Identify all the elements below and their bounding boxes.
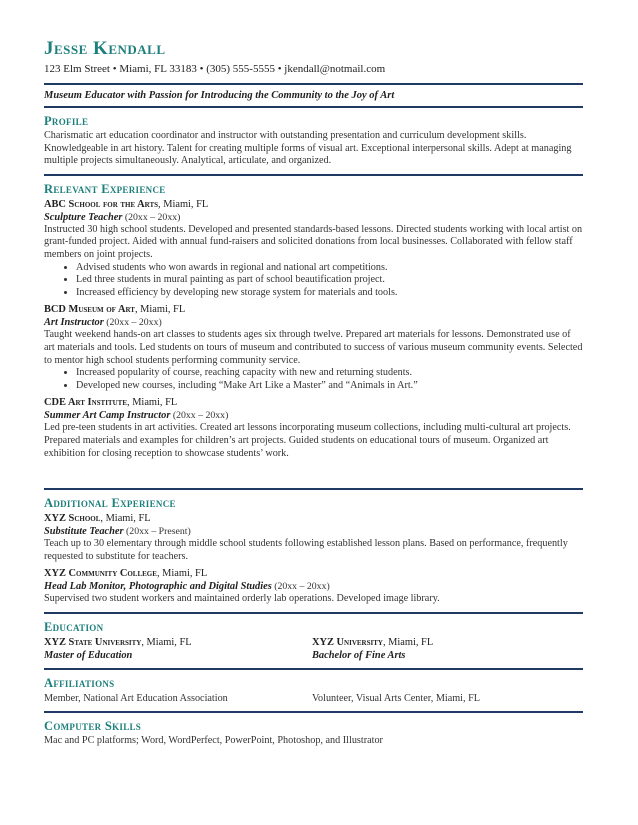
- computer-skills-section: [44, 713, 583, 754]
- job-organization: [44, 198, 583, 211]
- job-achievements: [44, 367, 583, 392]
- achievement-item: • Increased efficiency by developing new storage system for materials and tools.: [76, 287, 583, 300]
- organization-name: ABC School for the Arts: [44, 198, 159, 210]
- education-columns: [44, 636, 583, 662]
- job-description: Led pre-teen students in art activities. Created art lessons incorporating museum collections, including multi-cultural art projects. Prepared materials and examples for children’s art projects. Guided students on educational tours of museum. Organized art exhibition for closing reception to showcase students’ work.: [44, 422, 571, 459]
- organization-location: , Miami, FL: [100, 513, 151, 525]
- section-title-profile: Profile: [44, 114, 89, 128]
- job-entry: [44, 512, 583, 563]
- education-item: [312, 636, 580, 662]
- role-title: Summer Art Camp Instructor: [44, 410, 171, 422]
- resume-page: [44, 38, 583, 753]
- job-role: [44, 525, 583, 538]
- organization-name: BCD Museum of Art: [44, 304, 135, 316]
- section-title-education: Education: [44, 619, 104, 634]
- relevant-experience-section: [44, 176, 583, 488]
- school-name: XYZ State University: [44, 636, 142, 648]
- organization-location: , Miami, FL: [156, 568, 208, 580]
- section-title-relevant-experience: Relevant Experience: [44, 181, 166, 196]
- profile-section: [44, 108, 583, 174]
- role-title: Sculpture Teacher: [44, 211, 123, 223]
- job-role: [44, 316, 583, 329]
- job-organization: [44, 303, 583, 316]
- organization-location: , Miami, FL: [127, 397, 178, 409]
- section-title-additional-experience: Additional Experience: [44, 496, 176, 511]
- affiliation-item: Volunteer, Visual Arts Center, Miami, FL: [312, 692, 480, 704]
- job-entry: [44, 396, 583, 460]
- achievement-item: • Led three students in mural painting as part of school beautification project.: [76, 274, 583, 287]
- role-dates: (20xx – 20xx): [170, 410, 229, 422]
- affiliation-item: Member, National Art Education Association: [44, 692, 228, 704]
- job-description: Taught weekend hands-on art classes to students ages six through twelve. Prepared art materials for lessons. Demonstrated use of art materials and tools. Led students on tours of museum and contributed to success of various museum community events. Selected to mentor high school students performing community service.: [44, 329, 583, 366]
- job-organization: [44, 396, 583, 409]
- resume-header: [44, 38, 583, 76]
- job-entry: [44, 198, 583, 300]
- job-description: Supervised two student workers and maintained orderly lab operations. Developed image library.: [44, 593, 440, 605]
- computer-skills-text: Mac and PC platforms; Word, WordPerfect, PowerPoint, Photoshop, and Illustrator: [44, 734, 383, 746]
- affiliations-section: [44, 670, 583, 711]
- section-title-affiliations: Affiliations: [44, 675, 115, 690]
- school-location: , Miami, FL: [382, 636, 434, 648]
- education-item: [44, 636, 312, 662]
- achievement-item: • Increased popularity of course, reaching capacity with new and returning students.: [76, 367, 583, 380]
- organization-name: CDE Art Institute: [44, 397, 127, 409]
- education-school: [44, 636, 312, 649]
- contact-line: 123 Elm Street • Miami, FL 33183 • (305) 555-5555 • jkendall@notmail.com: [44, 63, 386, 75]
- education-school: [312, 636, 580, 649]
- job-role: [44, 580, 583, 593]
- school-location: , Miami, FL: [141, 636, 192, 648]
- organization-name: XYZ Community College: [44, 568, 157, 580]
- organization-name: XYZ School: [44, 513, 101, 525]
- job-entry: [44, 303, 583, 392]
- organization-location: , Miami, FL: [134, 304, 186, 316]
- job-description: Teach up to 30 elementary through middle school students following established lesson plans. Based on performance, frequently requested to substitute for teachers.: [44, 538, 568, 562]
- additional-experience-section: [44, 490, 583, 612]
- achievement-item: • Advised students who won awards in regional and national art competitions.: [76, 262, 583, 275]
- role-title: Head Lab Monitor, Photographic and Digital Studies: [44, 581, 272, 593]
- degree-name: Bachelor of Fine Arts: [312, 649, 406, 661]
- education-section: [44, 614, 583, 668]
- role-dates: (20xx – 20xx): [271, 581, 330, 593]
- role-title: Art Instructor: [44, 317, 104, 329]
- degree-name: Master of Education: [44, 649, 133, 661]
- job-entry: [44, 567, 583, 606]
- candidate-name: Jesse Kendall: [44, 38, 166, 59]
- affiliation-columns: [44, 692, 583, 705]
- role-title: Substitute Teacher: [44, 526, 124, 538]
- section-title-computer-skills: Computer Skills: [44, 718, 142, 733]
- school-name: XYZ University: [312, 636, 383, 648]
- job-role: [44, 409, 583, 422]
- job-organization: [44, 512, 583, 525]
- tagline: Museum Educator with Passion for Introducing the Community to the Joy of Art: [44, 90, 395, 101]
- role-dates: (20xx – 20xx): [103, 317, 162, 329]
- job-achievements: [44, 262, 583, 300]
- job-description: Instructed 30 high school students. Developed and presented standards-based lessons. Directed students working with local artist on grant-funded project. Aided with annual fund-raisers and solicited donations from local businesses. Collaborated with fellow staff members on joint projects.: [44, 223, 583, 260]
- role-dates: (20xx – Present): [123, 526, 191, 538]
- achievement-item: • Developed new courses, including “Make Art Like a Master” and “Animals in Art.”: [76, 380, 583, 393]
- job-organization: [44, 567, 583, 580]
- role-dates: (20xx – 20xx): [122, 211, 181, 223]
- job-role: [44, 211, 583, 224]
- organization-location: , Miami, FL: [158, 198, 209, 210]
- profile-text: Charismatic art education coordinator and instructor with outstanding presentation and curriculum development skills. Knowledgeable in art history. Talent for creating multiple forms of visual art. Exceptional interpersonal skills. Adept at managing multiple projects simultaneously. Analytical, articulate, and organized.: [44, 130, 572, 167]
